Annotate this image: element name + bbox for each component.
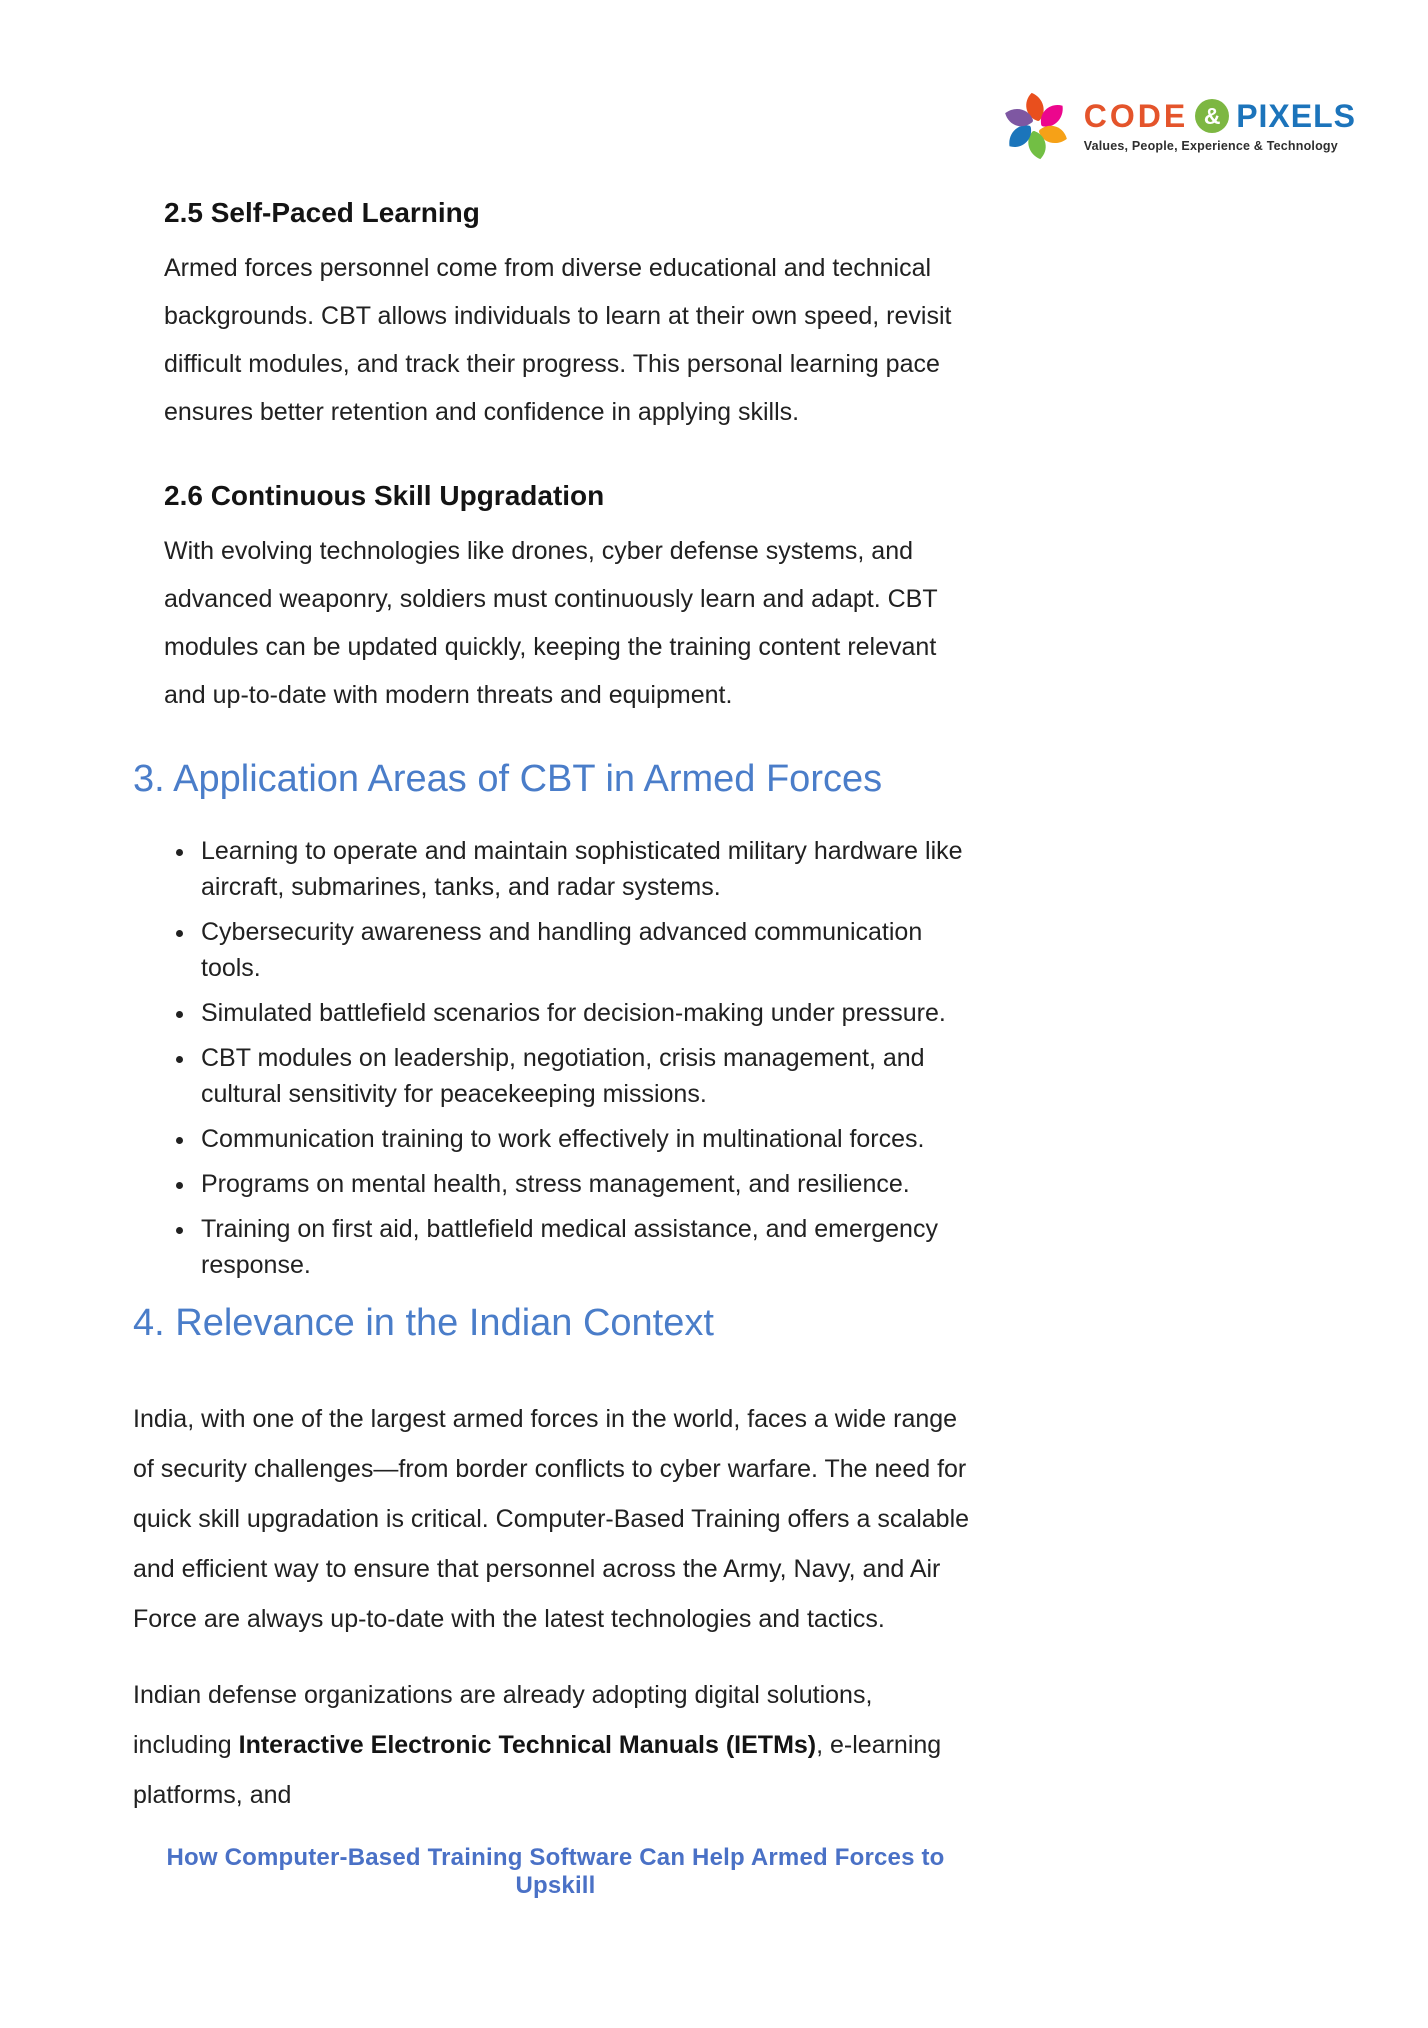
ietm-bold-text: Interactive Electronic Technical Manuals (IETMs) xyxy=(238,1731,817,1760)
list-item: • CBT modules on leadership, negotiation, crisis management, and cultural sensitivity for peacekeeping missions. xyxy=(197,1040,978,1112)
section-3-heading: 3. Application Areas of CBT in Armed Forces xyxy=(133,758,883,800)
logo-tagline: Values, People, Experience & Technology xyxy=(1083,139,1338,153)
paragraph-text: , e-learning platforms, and xyxy=(133,1731,942,1810)
logo-wordmark xyxy=(1084,99,1356,133)
section-2-6-heading: 2.6 Continuous Skill Upgradation xyxy=(164,480,605,511)
section-2-6-paragraph: With evolving technologies like drones, cyber defense systems, and advanced weaponry, soldiers must continuously learn and adapt. CBT modules can be updated quickly, keeping the training content relevant and up-to-date with modern threats and equipment. xyxy=(164,537,938,709)
document-page xyxy=(133,195,978,1900)
logo-text xyxy=(1084,99,1356,153)
list-item: • Cybersecurity awareness and handling advanced communication tools. xyxy=(197,914,978,986)
section-4-paragraph-1: India, with one of the largest armed forces in the world, faces a wide range of security challenges—from border conflicts to cyber warfare. The need for quick skill upgradation is critical. Computer-Based Training offers a scalable and efficient way to ensure that personnel across the Army, Navy, and Air Force are always up-to-date with the latest technologies and tactics. xyxy=(133,1405,970,1634)
section-2-5-paragraph: Armed forces personnel come from diverse educational and technical backgrounds. CBT allows individuals to learn at their own speed, revisit difficult modules, and track their progress. This personal learning pace ensures better retention and confidence in applying skills. xyxy=(164,254,952,426)
application-areas-list xyxy=(133,833,978,1283)
logo-pixels-word: PIXELS xyxy=(1236,98,1356,134)
section-2-5-heading: 2.5 Self-Paced Learning xyxy=(164,197,480,228)
list-item: • Communication training to work effectively in multinational forces. xyxy=(197,1121,978,1157)
page-footer-title: How Computer-Based Training Software Can Help Armed Forces to Upskill xyxy=(166,1844,945,1900)
section-4-heading: 4. Relevance in the Indian Context xyxy=(133,1301,714,1344)
list-item: • Simulated battlefield scenarios for decision-making under pressure. xyxy=(197,995,978,1031)
paragraph-text: Indian defense organizations are already adopting digital solutions, including xyxy=(133,1681,873,1760)
list-item: • Programs on mental health, stress management, and resilience. xyxy=(197,1166,978,1202)
list-item: • Training on first aid, battlefield medical assistance, and emergency response. xyxy=(197,1211,978,1283)
list-item: • Learning to operate and maintain sophisticated military hardware like aircraft, submarines, tanks, and radar systems. xyxy=(197,833,978,905)
logo-code-word: CODE xyxy=(1083,98,1189,134)
section-2-6 xyxy=(164,478,954,719)
ampersand-badge-icon: & xyxy=(1195,99,1229,133)
pinwheel-flower-icon xyxy=(1000,86,1072,166)
section-2-5 xyxy=(164,195,954,436)
section-4-paragraph-2 xyxy=(133,1670,978,1820)
logo xyxy=(1000,86,1356,166)
